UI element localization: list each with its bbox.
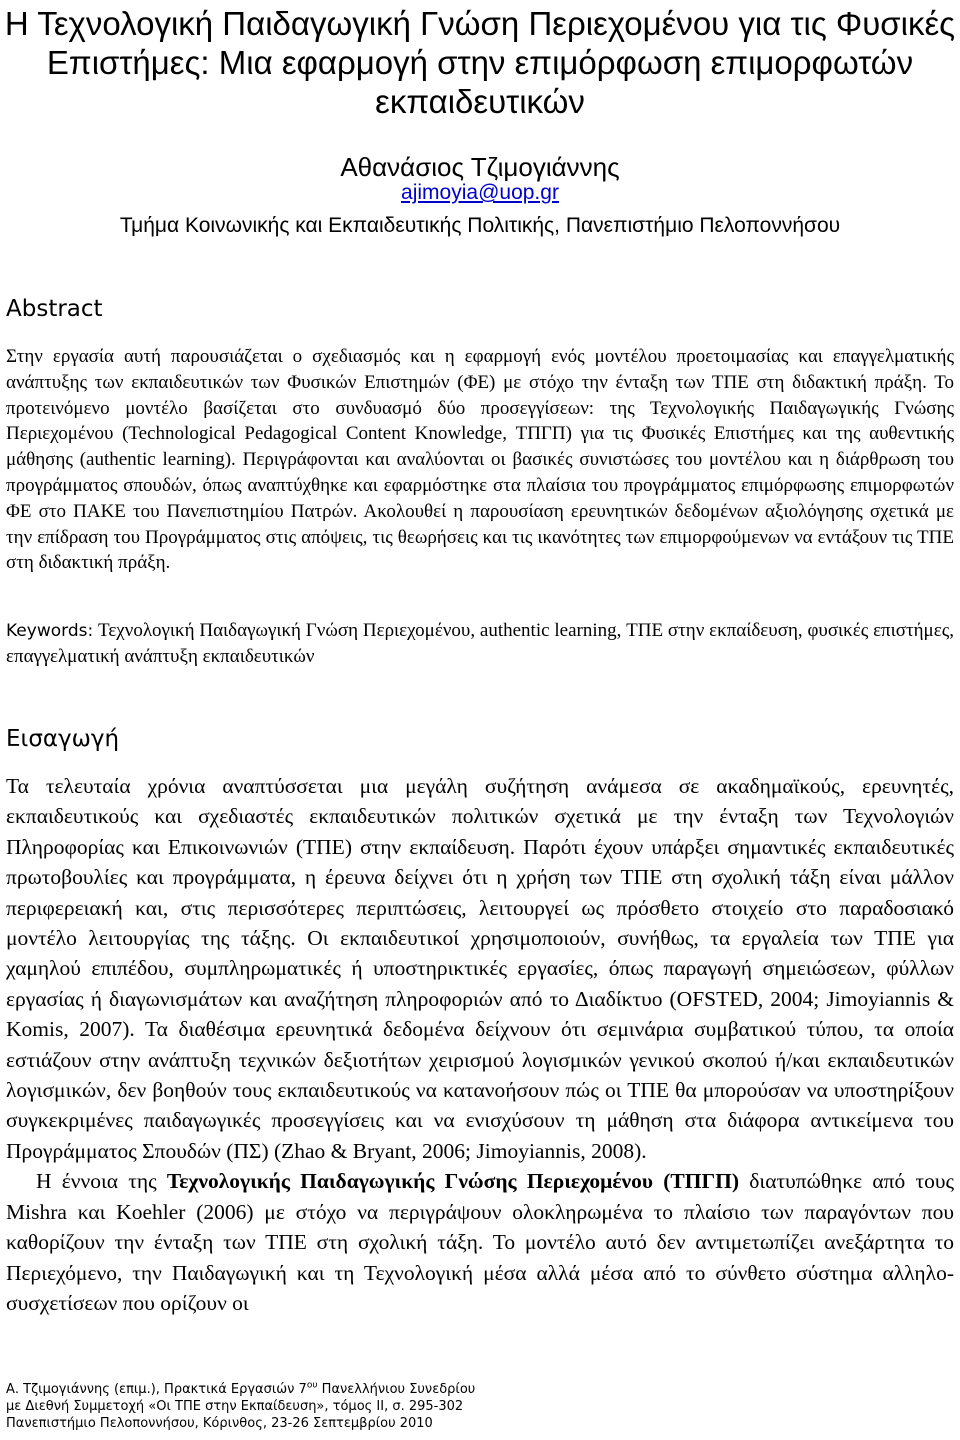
intro-paragraph-1: Τα τελευταία χρόνια αναπτύσσεται μια μεγάλη συζήτηση ανάμεσα σε ακαδημαϊκούς, ερευνητές, εκπαιδευτικούς και σχεδιαστές εκπαιδευτικών πολιτικών σχετικά με την ένταξη των Τεχνολογιών Πληροφορίας και Επικοινωνιών (ΤΠΕ) στην εκπαίδευση. Παρότι έχουν υπάρξει σημαντικές εκπαιδευτικές πρωτοβουλίες και προγράμματα, η έρευνα δείχνει ότι η χρήση των ΤΠΕ στη σχολική τάξη είναι μάλλον περιφερειακή και, στις περισσότερες περιπτώσεις, λειτουργεί ως πρόσθετο στοιχείο στο παραδοσιακό μοντέλο λειτουργίας της τάξης. Οι εκπαιδευτικοί χρησιμοποιούν, συνήθως, τα εργαλεία των ΤΠΕ για χαμηλού επιπέδου, συμπληρωματικές ή υποστηρικτικές εργασίες, όπως παραγωγή σημειώσεων, φύλλων εργασίας ή διαγωνισμάτων και αναζήτηση πληροφοριών από το Διαδίκτυο (OFSTED, 2004; Jimoyiannis & Komis, 2007). Τα διαθέσιμα ερευνητικά δεδομένα δείχνουν ότι σεμινάρια συμβατικού τύπου, τα οποία εστιάζουν στην ανάπτυξη τεχνικών δεξιοτήτων χειρισμού λογισμικών γενικού σκοπού ή/και εκπαιδευτικών λογισμικών, δεν βοηθούν τους εκπαιδευτικούς να κατανοήσουν πώς οι ΤΠΕ θα μπορούσαν να υποστηρίξουν συγκεκριμένες παιδαγωγικές προσεγγίσεις και να ενισχύσουν τη μάθηση στα διάφορα αντικείμενα του Προγράμματος Σπουδών (ΠΣ) (Zhao & Bryant, 2006; Jimoyiannis, 2008). <box>6 774 954 1163</box>
author-affiliation: Τμήμα Κοινωνικής και Εκπαιδευτικής Πολιτικής, Πανεπιστήμιο Πελοποννήσου <box>119 214 841 237</box>
intro-heading: Εισαγωγή <box>6 726 120 752</box>
abstract-heading: Abstract <box>6 296 103 322</box>
footer-line-2: με Διεθνή Συμμετοχή «Οι ΤΠΕ στην Εκπαίδευση», τόμος ΙΙ, σ. 295-302 <box>6 1399 464 1414</box>
footer-line-1-text: Α. Τζιμογιάννης (επιμ.), Πρακτικά Εργασιών 7 <box>6 1382 307 1397</box>
keywords-paragraph <box>6 618 954 670</box>
keywords-label: Keywords: <box>6 621 94 641</box>
intro-p2-bold-term: Τεχνολογικής Παιδαγωγικής Γνώσης Περιεχομένου (ΤΠΓΠ) <box>166 1169 740 1194</box>
author-email-wrap <box>0 181 960 204</box>
footer-citation <box>6 1381 475 1432</box>
footer-line-1 <box>6 1381 475 1398</box>
intro-section <box>6 771 954 1318</box>
intro-p2-rest: διατυπώθηκε από τους Mishra και Koehler (2006) με στόχο να περιγράψουν ολοκληρωμένα το πλαίσιο των παραγόντων που καθορίζουν την ένταξη των ΤΠΕ στη σχολική τάξη. Το μοντέλο αυτό δεν αντιμετωπίζει ανεξάρτητα το Περιεχόμενο, την Παιδαγωγική και τη Τεχνολογική μέσα αλλά μέσα από το σύνθετο σύστημα αλληλο-συσχετίσεων που ορίζουν οι <box>6 1169 954 1315</box>
author-email-link[interactable]: ajimoyia@uop.gr <box>401 181 559 204</box>
author-block <box>0 150 960 244</box>
abstract-text: Στην εργασία αυτή παρουσιάζεται ο σχεδιασμός και η εφαρμογή ενός μοντέλου προετοιμασίας και επαγγελματικής ανάπτυξης των εκπαιδευτικών των Φυσικών Επιστημών (ΦΕ) με στόχο την ένταξη των ΤΠΕ στη διδακτική πράξη. Το προτεινόμενο μοντέλο βασίζεται στο συνδυασμό δύο προσεγγίσεων: της Τεχνολογικής Παιδαγωγικής Γνώσης Περιεχομένου (Technological Pedagogical Content Knowledge, ΤΠΓΠ) για τις Φυσικές Επιστήμες και της αυθεντικής μάθησης (authentic learning). Περιγράφονται και αναλύονται οι βασικές συνιστώσες του μοντέλου και η διάρθρωση του προγράμματος σπουδών, όπως αναπτύχθηκε και εφαρμόστηκε στα πλαίσια του προγράμματος επιμόρφωσης επιμορφωτών ΦΕ στο ΠΑΚΕ του Πανεπιστημίου Πατρών. Ακολουθεί η παρουσίαση ερευνητικών δεδομένων αξιολόγησης σχετικά με την επίδραση του Προγράμματος στις απόψεις, τις θεωρήσεις και τις ικανότητες των επιμορφούμενων να εντάξουν τις ΤΠΕ στη διδακτική πράξη. <box>6 346 954 574</box>
intro-paragraph-2 <box>6 1166 954 1318</box>
footer-line-1-end: Πανελλήνιου Συνεδρίου <box>317 1382 476 1397</box>
intro-p2-lead: Η έννοια της <box>36 1169 167 1194</box>
paper-title: Η Τεχνολογική Παιδαγωγική Γνώση Περιεχομένου για τις Φυσικές Επιστήμες: Μια εφαρμογή στην επιμόρφωση επιμορφωτών εκπαιδευτικών <box>4 5 956 120</box>
author-name: Αθανάσιος Τζιμογιάννης <box>340 152 620 182</box>
keywords-text: Τεχνολογική Παιδαγωγική Γνώση Περιεχομένου, authentic learning, ΤΠΕ στην εκπαίδευση, φυσικές επιστήμες, επαγγελματική ανάπτυξη εκπαιδευτικών <box>6 620 954 667</box>
footer-line-3: Πανεπιστήμιο Πελοποννήσου, Κόρινθος, 23-26 Σεπτεμβρίου 2010 <box>6 1416 433 1431</box>
footer-line-1-sup: ου <box>306 1380 318 1391</box>
